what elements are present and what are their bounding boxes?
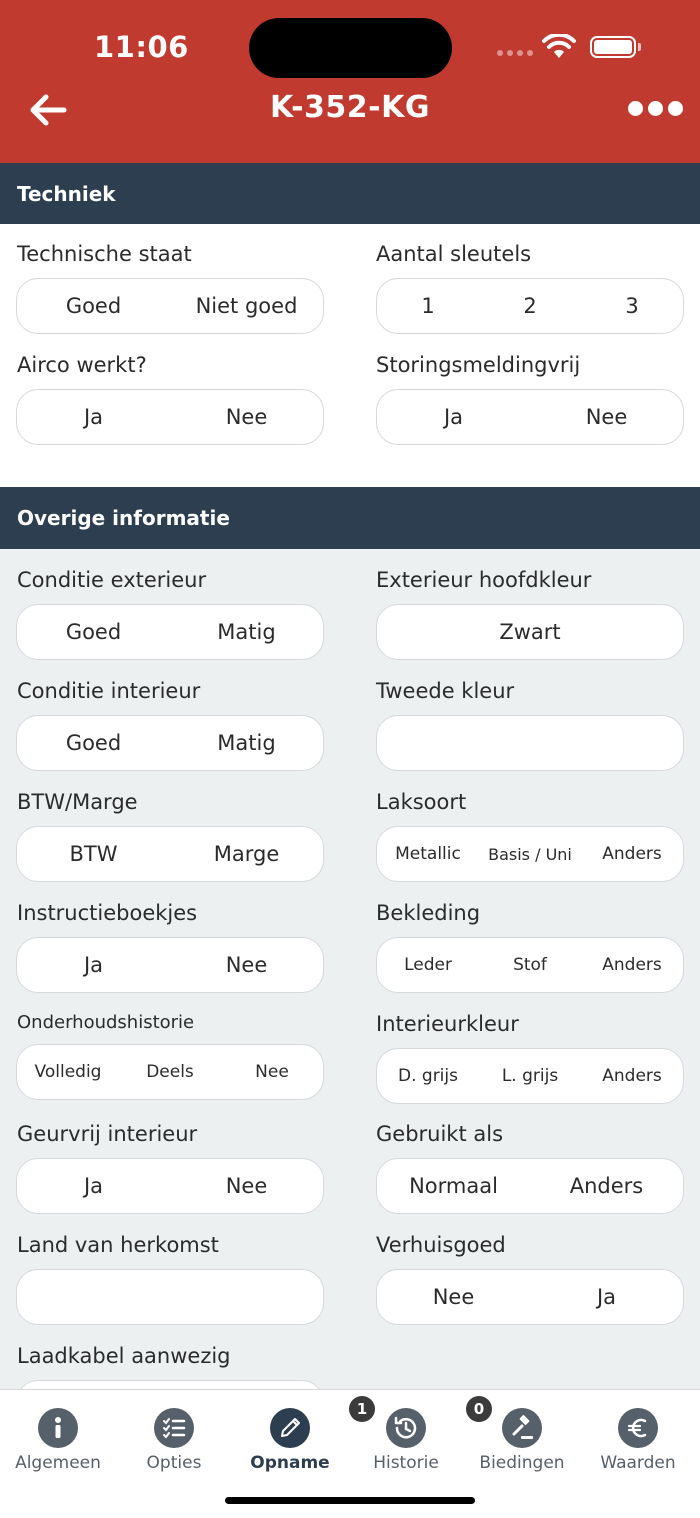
option-ja[interactable]: Ja bbox=[83, 953, 104, 977]
label-exterieur-hoofdkleur: Exterieur hoofdkleur bbox=[376, 568, 592, 592]
app-header bbox=[0, 0, 700, 163]
segmented-laksoort bbox=[376, 826, 684, 882]
option-ja[interactable]: Ja bbox=[83, 405, 104, 429]
tab-opname[interactable] bbox=[232, 1390, 348, 1490]
option-marge[interactable]: Marge bbox=[213, 842, 280, 866]
label-laadkabel-aanwezig: Laadkabel aanwezig bbox=[17, 1344, 231, 1368]
option-nee[interactable]: Nee bbox=[585, 405, 628, 429]
history-icon bbox=[386, 1408, 426, 1448]
option-goed[interactable]: Goed bbox=[65, 731, 122, 755]
option-niet-goed[interactable]: Niet goed bbox=[195, 294, 298, 318]
section-header-overige-informatie: Overige informatie bbox=[0, 487, 700, 549]
tab-label: Opties bbox=[146, 1453, 202, 1473]
option-anders[interactable]: Anders bbox=[602, 844, 662, 864]
option-d-grijs[interactable]: D. grijs bbox=[398, 1066, 458, 1086]
tab-label: Opname bbox=[250, 1453, 330, 1473]
status-time: 11:06 bbox=[94, 30, 189, 64]
more-options-icon[interactable] bbox=[628, 101, 683, 116]
option-ja[interactable]: Ja bbox=[83, 1174, 104, 1198]
tab-label: Historie bbox=[373, 1453, 439, 1473]
home-indicator bbox=[225, 1497, 475, 1504]
option-matig[interactable]: Matig bbox=[217, 731, 276, 755]
option-metallic[interactable]: Metallic bbox=[395, 844, 461, 864]
segmented-onderhoudshistorie bbox=[16, 1044, 324, 1100]
label-onderhoudshistorie: Onderhoudshistorie bbox=[17, 1012, 195, 1033]
option-basis-uni[interactable]: Basis / Uni bbox=[488, 844, 572, 864]
option-1[interactable]: 1 bbox=[421, 294, 435, 318]
tab-label: Waarden bbox=[600, 1453, 676, 1473]
label-geurvrij-interieur: Geurvrij interieur bbox=[17, 1122, 198, 1146]
segmented-conditie-exterieur bbox=[16, 604, 324, 660]
option-stof[interactable]: Stof bbox=[513, 955, 547, 975]
cellular-signal-icon bbox=[497, 50, 533, 56]
segmented-bekleding bbox=[376, 937, 684, 993]
segmented-interieurkleur bbox=[376, 1048, 684, 1104]
segmented-conditie-interieur bbox=[16, 715, 324, 771]
tab-algemeen[interactable] bbox=[0, 1390, 116, 1490]
option-nee[interactable]: Nee bbox=[225, 405, 268, 429]
option-btw[interactable]: BTW bbox=[69, 842, 118, 866]
tab-opties[interactable] bbox=[116, 1390, 232, 1490]
label-conditie-exterieur: Conditie exterieur bbox=[17, 568, 207, 592]
option-anders[interactable]: Anders bbox=[602, 955, 662, 975]
label-aantal-sleutels: Aantal sleutels bbox=[376, 242, 532, 266]
tab-label: Algemeen bbox=[15, 1453, 101, 1473]
section-techniek bbox=[0, 224, 700, 486]
label-instructieboekjes: Instructieboekjes bbox=[17, 901, 198, 925]
option-anders[interactable]: Anders bbox=[602, 1066, 662, 1086]
page-title: K-352-KG bbox=[269, 90, 431, 125]
info-icon bbox=[38, 1408, 78, 1448]
option-nee[interactable]: Nee bbox=[432, 1285, 475, 1309]
historie-count-badge: 1 bbox=[349, 1396, 375, 1422]
option-goed[interactable]: Goed bbox=[65, 294, 122, 318]
battery-icon bbox=[590, 36, 636, 58]
option-anders[interactable]: Anders bbox=[569, 1174, 644, 1198]
segmented-geurvrij-interieur bbox=[16, 1158, 324, 1214]
segmented-airco bbox=[16, 389, 324, 445]
option-normaal[interactable]: Normaal bbox=[409, 1174, 498, 1198]
segmented-gebruikt-als bbox=[376, 1158, 684, 1214]
option-nee[interactable]: Nee bbox=[255, 1062, 289, 1082]
label-tweede-kleur: Tweede kleur bbox=[376, 679, 515, 703]
option-goed[interactable]: Goed bbox=[65, 620, 122, 644]
label-land-van-herkomst: Land van herkomst bbox=[17, 1233, 219, 1257]
option-volledig[interactable]: Volledig bbox=[34, 1062, 102, 1082]
option-nee[interactable]: Nee bbox=[225, 953, 268, 977]
label-interieurkleur: Interieurkleur bbox=[376, 1012, 519, 1036]
checklist-icon bbox=[154, 1408, 194, 1448]
segmented-aantal-sleutels bbox=[376, 278, 684, 334]
dynamic-island bbox=[249, 18, 452, 78]
selected-value: Zwart bbox=[499, 620, 561, 644]
option-ja[interactable]: Ja bbox=[596, 1285, 617, 1309]
option-2[interactable]: 2 bbox=[523, 294, 537, 318]
section-overige-informatie bbox=[0, 549, 700, 1389]
segmented-verhuisgoed bbox=[376, 1269, 684, 1325]
label-storingsmeldingvrij: Storingsmeldingvrij bbox=[376, 353, 581, 377]
label-conditie-interieur: Conditie interieur bbox=[17, 679, 201, 703]
option-nee[interactable]: Nee bbox=[225, 1174, 268, 1198]
segmented-storingsmeldingvrij bbox=[376, 389, 684, 445]
label-airco: Airco werkt? bbox=[17, 353, 147, 377]
gavel-icon bbox=[502, 1408, 542, 1448]
tab-waarden[interactable] bbox=[580, 1390, 696, 1490]
label-gebruikt-als: Gebruikt als bbox=[376, 1122, 504, 1146]
option-3[interactable]: 3 bbox=[625, 294, 639, 318]
option-l-grijs[interactable]: L. grijs bbox=[501, 1066, 559, 1086]
select-land-van-herkomst[interactable] bbox=[16, 1269, 324, 1325]
label-verhuisgoed: Verhuisgoed bbox=[376, 1233, 506, 1257]
option-deels[interactable]: Deels bbox=[146, 1062, 194, 1082]
select-tweede-kleur[interactable] bbox=[376, 715, 684, 771]
option-leder[interactable]: Leder bbox=[404, 955, 452, 975]
option-ja[interactable]: Ja bbox=[443, 405, 464, 429]
wifi-icon bbox=[542, 34, 576, 60]
label-technische-staat: Technische staat bbox=[17, 242, 192, 266]
section-header-techniek: Techniek bbox=[0, 163, 700, 225]
label-btw-marge: BTW/Marge bbox=[17, 790, 138, 814]
segmented-instructieboekjes bbox=[16, 937, 324, 993]
euro-icon bbox=[618, 1408, 658, 1448]
segmented-technische-staat bbox=[16, 278, 324, 334]
option-matig[interactable]: Matig bbox=[217, 620, 276, 644]
segmented-btw-marge bbox=[16, 826, 324, 882]
label-laksoort: Laksoort bbox=[376, 790, 467, 814]
tab-label: Biedingen bbox=[479, 1453, 565, 1473]
pencil-icon bbox=[270, 1408, 310, 1448]
select-exterieur-hoofdkleur[interactable] bbox=[376, 604, 684, 660]
biedingen-count-badge: 0 bbox=[466, 1396, 492, 1422]
label-bekleding: Bekleding bbox=[376, 901, 481, 925]
